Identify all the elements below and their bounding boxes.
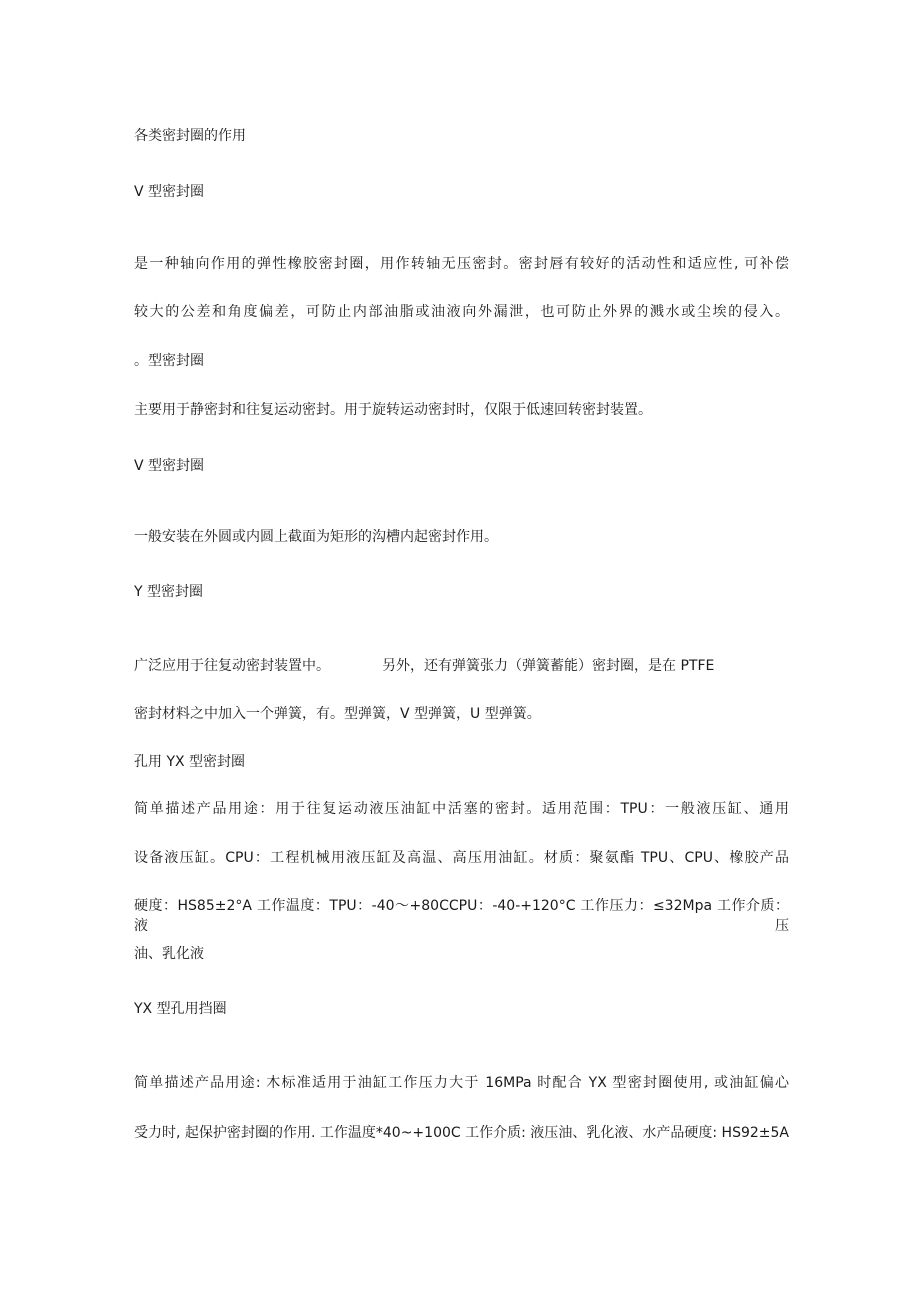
- retaining-ring-description-line-2: 受力时, 起保护密封圈的作用. 工作温度*40~+100C 工作介质: 液压油、乳化液、水产品硬度: HS92±5A: [134, 1125, 789, 1141]
- v-seal-description-2: 一般安装在外圆或内圆上截面为矩形的沟槽内起密封作用。: [134, 529, 498, 545]
- v-seal-description-line-1: 是一种轴向作用的弹性橡胶密封圈，用作转轴无压密封。密封唇有较好的活动性和适应性, 可补偿: [134, 256, 789, 272]
- y-seal-heading: Y 型密封圈: [134, 584, 204, 600]
- y-seal-description-part-b: 另外，还有弹簧张力（弹簧蓄能）密封圈，是在 PTFE: [382, 658, 715, 674]
- retaining-ring-description-line-1: 简单描述产品用途: 木标准适用于油缸工作压力大于 16MPa 时配合 YX 型密封圈使用, 或油缸偏心: [134, 1075, 789, 1091]
- o-seal-description: 主要用于静密封和往复运动密封。用于旋转运动密封时，仅限于低速回转密封装置。: [134, 402, 652, 418]
- yx-seal-description-line-1: 简单描述产品用途：用于往复运动液压油缸中活塞的密封。适用范围：TPU：一般液压缸、通用: [134, 801, 789, 817]
- y-seal-description-line-1: [134, 656, 714, 676]
- o-seal-heading: 。型密封圈: [134, 353, 204, 369]
- y-seal-description-part-a: 广泛应用于往复动密封装置中。: [134, 658, 330, 674]
- yx-seal-description-line-3: 硬度：HS85±2°A 工作温度：TPU：-40～+80CCPU：-40-+120°C 工作压力：≤32Mpa 工作介质：液压: [134, 898, 789, 934]
- y-seal-description-line-2: 密封材料之中加入一个弹簧，有。型弹簧，V 型弹簧，U 型弹簧。: [134, 706, 541, 722]
- v-seal-heading-2: V 型密封圈: [134, 458, 205, 474]
- v-seal-heading: V 型密封圈: [134, 184, 205, 200]
- yx-seal-heading: 孔用 YX 型密封圈: [134, 754, 246, 770]
- v-seal-description-line-2: 较大的公差和角度偏差，可防止内部油脂或油液向外漏泄，也可防止外界的溅水或尘埃的侵入。: [134, 304, 789, 320]
- yx-seal-description-line-2: 设备液压缸。CPU：工程机械用液压缸及高温、高压用油缸。材质：聚氨酯 TPU、CPU、橡胶产品: [134, 850, 789, 866]
- document-title: 各类密封圈的作用: [134, 128, 246, 144]
- yx-seal-description-line-4: 油、乳化液: [134, 946, 204, 962]
- retaining-ring-heading: YX 型孔用挡圈: [134, 1001, 227, 1017]
